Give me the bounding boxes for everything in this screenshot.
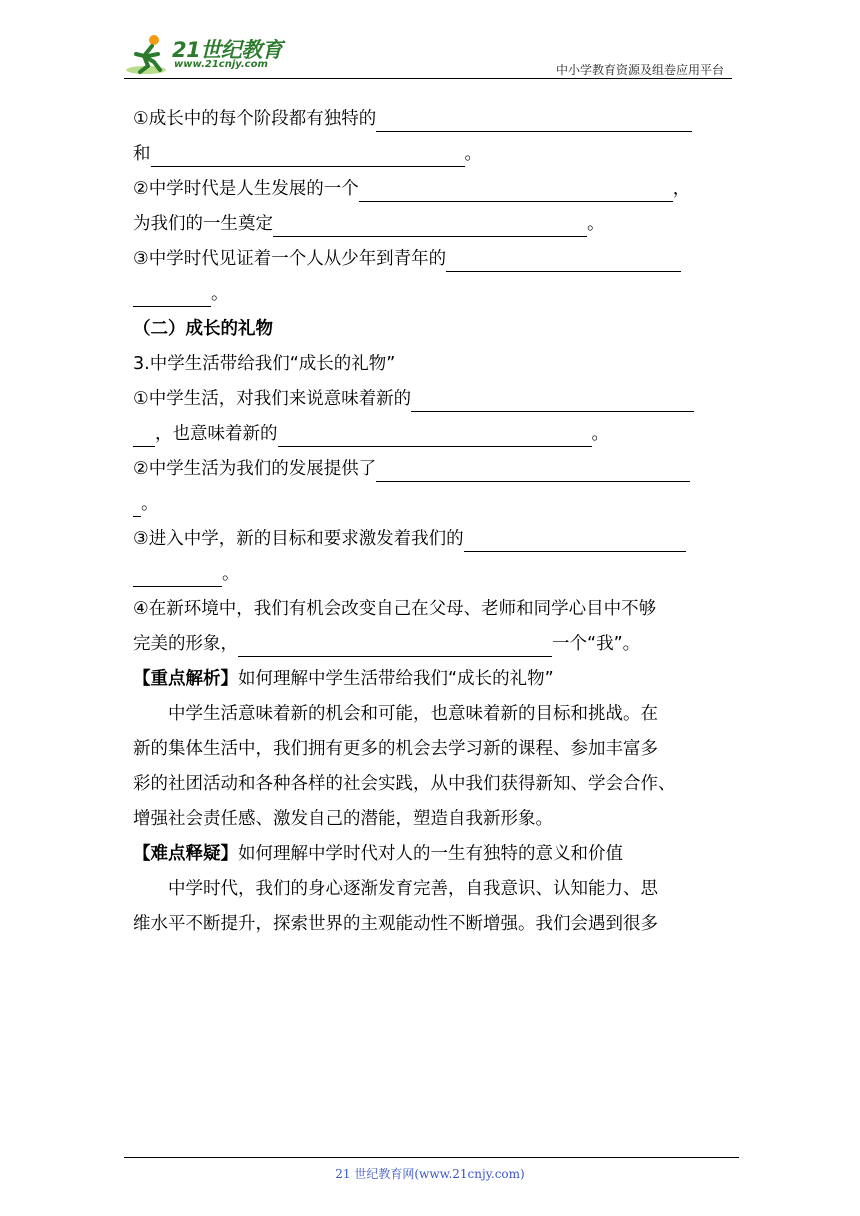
line-text: ①中学生活，对我们来说意味着新的 xyxy=(133,389,412,409)
line-text: 。 xyxy=(464,144,482,164)
text-line xyxy=(133,207,733,242)
line-text: 彩的社团活动和各种各样的社会实践，从中我们获得新知、学会合作、 xyxy=(133,774,676,794)
text-line xyxy=(133,592,733,627)
line-text: ，也意味着新的 xyxy=(155,424,278,444)
header-platform-text: 中小学教育资源及组卷应用平台 xyxy=(555,63,724,77)
section-label: 【难点释疑】 xyxy=(133,844,238,864)
fill-in-blank[interactable] xyxy=(238,634,552,657)
line-text: 。 xyxy=(211,284,229,304)
line-text: 。 xyxy=(222,564,240,584)
line-text: （二）成长的礼物 xyxy=(133,319,273,339)
fill-in-blank[interactable] xyxy=(446,249,681,272)
fill-in-blank[interactable] xyxy=(359,179,673,202)
text-line xyxy=(133,347,733,382)
footer-text: 21 世纪教育网(www.21cnjy.com) xyxy=(335,1167,525,1181)
line-text: 。 xyxy=(587,214,605,234)
logo-text: 21世纪教育 xyxy=(172,38,283,62)
site-logo xyxy=(124,32,294,76)
fill-in-blank[interactable] xyxy=(376,459,690,482)
text-line xyxy=(133,277,733,312)
footer-divider xyxy=(124,1157,739,1158)
line-text: 和 xyxy=(133,144,151,164)
text-line xyxy=(133,802,733,837)
fill-in-blank[interactable] xyxy=(273,214,587,237)
text-line xyxy=(133,872,733,907)
text-line xyxy=(133,697,733,732)
text-line xyxy=(133,732,733,767)
text-line xyxy=(133,242,733,277)
fill-in-blank[interactable] xyxy=(151,144,465,167)
text-line xyxy=(133,417,733,452)
text-line xyxy=(133,627,733,662)
line-text: 完美的形象， xyxy=(133,634,238,654)
text-line xyxy=(133,837,733,872)
fill-in-blank[interactable] xyxy=(464,529,686,552)
line-text: 3.中学生活带给我们“成长的礼物” xyxy=(133,354,396,374)
fill-in-blank[interactable] xyxy=(133,424,155,447)
line-text: 中学生活意味着新的机会和可能，也意味着新的目标和挑战。在 xyxy=(168,704,658,724)
line-text: ②中学生活为我们的发展提供了 xyxy=(133,459,377,479)
line-text: 。 xyxy=(591,424,609,444)
line-text: 如何理解中学时代对人的一生有独特的意义和价值 xyxy=(238,844,623,864)
text-line xyxy=(133,172,733,207)
runner-logo-icon xyxy=(124,32,170,76)
page-header xyxy=(124,30,732,79)
line-text: ③中学时代见证着一个人从少年到青年的 xyxy=(133,249,447,269)
logo-url: www.21cnjy.com xyxy=(174,59,268,70)
text-line xyxy=(133,102,733,137)
line-text: 。 xyxy=(141,494,159,514)
text-line xyxy=(133,137,733,172)
line-text: ， xyxy=(672,179,691,199)
line-text: 为我们的一生奠定 xyxy=(133,214,273,234)
line-text: ③进入中学，新的目标和要求激发着我们的 xyxy=(133,529,464,549)
fill-in-blank[interactable] xyxy=(376,109,692,132)
fill-in-blank[interactable] xyxy=(133,284,211,307)
line-text: 增强社会责任感、激发自己的潜能，塑造自我新形象。 xyxy=(133,809,553,829)
fill-in-blank[interactable] xyxy=(133,564,222,587)
line-text: 新的集体生活中，我们拥有更多的机会去学习新的课程、参加丰富多 xyxy=(133,739,658,759)
fill-in-blank[interactable] xyxy=(278,424,592,447)
fill-in-blank[interactable] xyxy=(133,494,141,517)
text-line xyxy=(133,312,733,347)
line-text: ②中学时代是人生发展的一个 xyxy=(133,179,359,199)
line-text: ④在新环境中，我们有机会改变自己在父母、老师和同学心目中不够 xyxy=(133,599,657,619)
text-line xyxy=(133,452,733,487)
text-line xyxy=(133,557,733,592)
section-label: 【重点解析】 xyxy=(133,669,238,689)
document-body xyxy=(133,102,733,942)
line-text: 维水平不断提升，探索世界的主观能动性不断增强。我们会遇到很多 xyxy=(133,914,658,934)
text-line xyxy=(133,907,733,942)
line-text: 中学时代，我们的身心逐渐发育完善，自我意识、认知能力、思 xyxy=(168,879,658,899)
fill-in-blank[interactable] xyxy=(411,389,694,412)
text-line xyxy=(133,767,733,802)
line-text: ①成长中的每个阶段都有独特的 xyxy=(133,109,377,129)
text-line xyxy=(133,487,733,522)
line-text: 如何理解中学生活带给我们“成长的礼物” xyxy=(238,669,554,689)
text-line xyxy=(133,522,733,557)
text-line xyxy=(133,382,733,417)
text-line xyxy=(133,662,733,697)
line-text: 一个“我”。 xyxy=(552,634,641,654)
